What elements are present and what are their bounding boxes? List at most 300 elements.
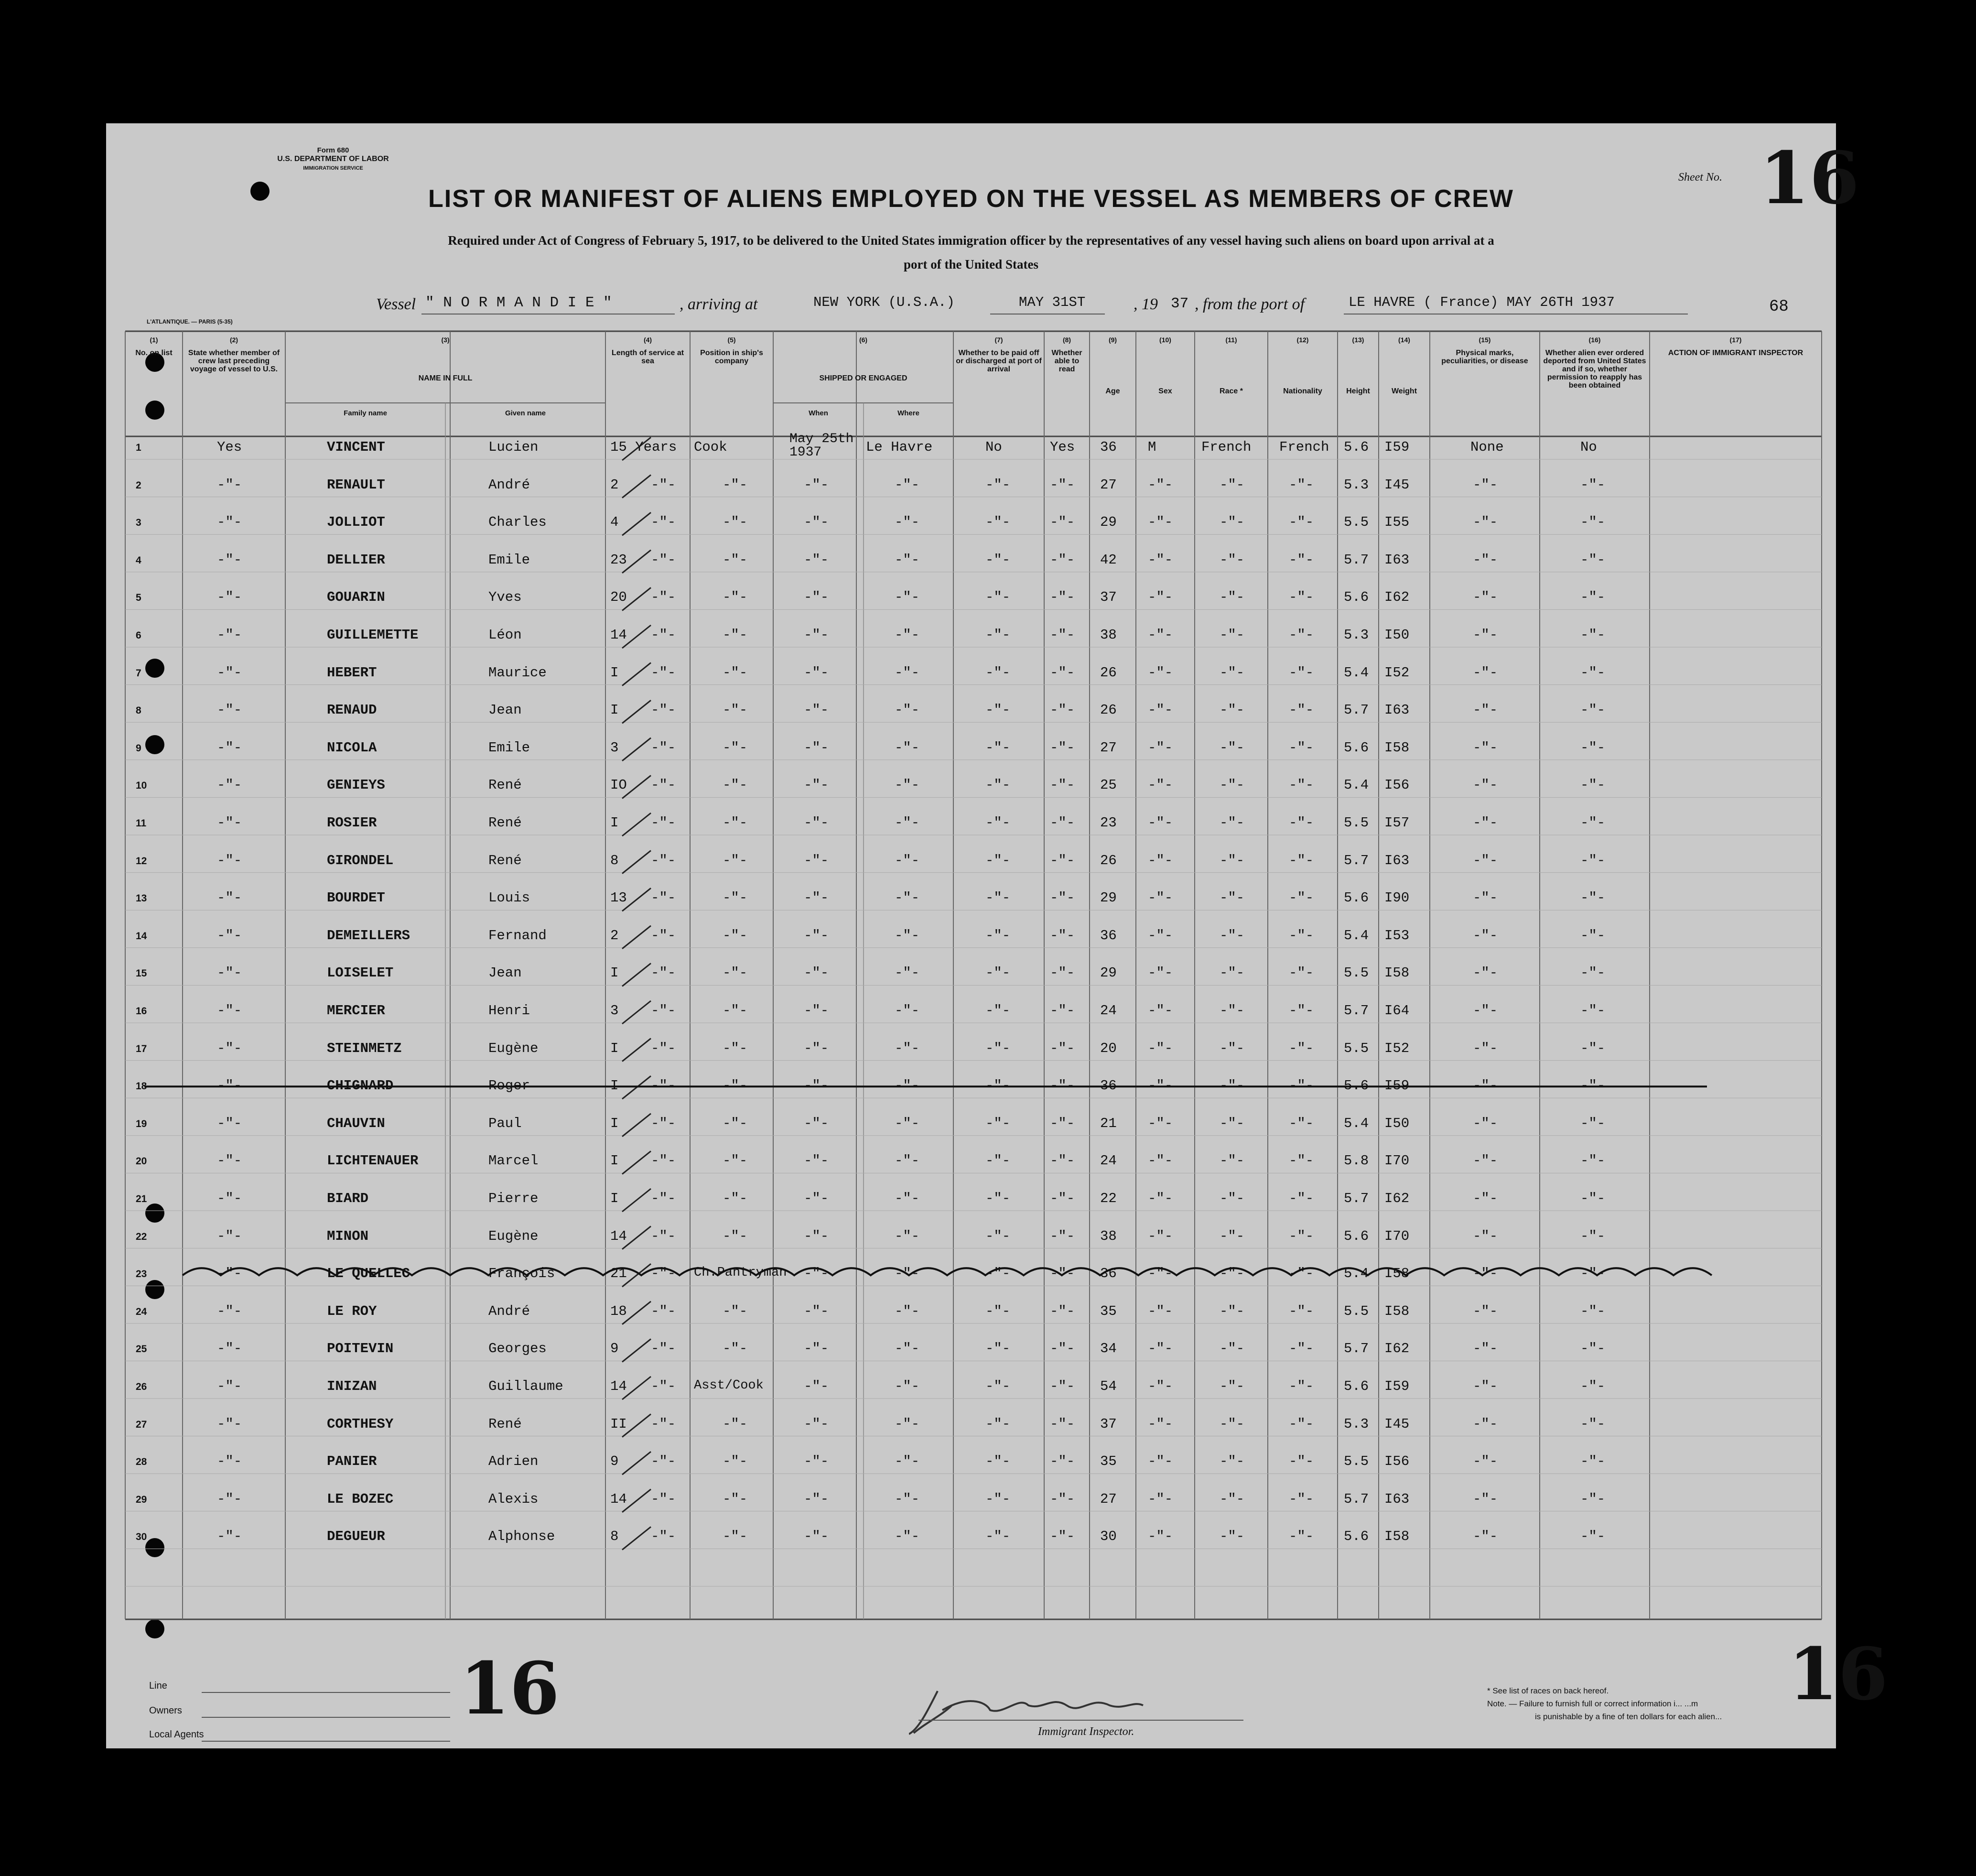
- race: French: [1201, 439, 1252, 455]
- shipped-when: -"-: [804, 739, 829, 756]
- length-of-service: 2: [610, 927, 619, 943]
- paid-off: -"-: [985, 477, 1011, 493]
- weight: I59: [1384, 1078, 1410, 1094]
- able-to-read: -"-: [1050, 514, 1075, 531]
- shipped-when: -"-: [804, 702, 829, 718]
- height: 5.4: [1344, 927, 1369, 943]
- deported: -"-: [1580, 1266, 1606, 1282]
- column-number: (15): [1479, 336, 1491, 344]
- race: -"-: [1220, 1416, 1245, 1432]
- service-ditto: -"-: [651, 777, 676, 793]
- local-agents-label: Local Agents: [149, 1729, 204, 1740]
- deported: -"-: [1580, 1228, 1606, 1244]
- paid-off: -"-: [985, 664, 1011, 681]
- service-slash-mark: [622, 1039, 651, 1062]
- race: -"-: [1220, 852, 1245, 868]
- deported: -"-: [1580, 1303, 1606, 1319]
- previous-voyage: -"-: [217, 514, 242, 531]
- owners-label: Owners: [149, 1705, 182, 1716]
- able-to-read: -"-: [1050, 477, 1075, 493]
- row-number: 8: [136, 705, 141, 716]
- nationality: -"-: [1289, 890, 1314, 906]
- shipped-where: -"-: [895, 965, 920, 981]
- service-slash-mark: [622, 512, 651, 535]
- race: -"-: [1220, 777, 1245, 793]
- physical-marks: -"-: [1473, 589, 1498, 606]
- sheet-label: Sheet No.: [1678, 171, 1722, 184]
- inspector-label: Immigrant Inspector.: [1038, 1725, 1134, 1738]
- paid-off: -"-: [985, 1453, 1011, 1470]
- shipped-when: -"-: [804, 1529, 829, 1545]
- physical-marks: None: [1470, 439, 1504, 455]
- sex: -"-: [1148, 1078, 1173, 1094]
- race: -"-: [1220, 514, 1245, 531]
- physical-marks: -"-: [1473, 1153, 1498, 1169]
- height: 5.4: [1344, 1115, 1369, 1131]
- age: 27: [1100, 1491, 1117, 1507]
- family-name: MINON: [327, 1228, 369, 1244]
- race: -"-: [1220, 1378, 1245, 1394]
- position: -"-: [723, 1228, 748, 1244]
- sex: -"-: [1148, 777, 1173, 793]
- family-name: DEMEILLERS: [327, 927, 410, 943]
- given-name: Eugène: [488, 1228, 539, 1244]
- previous-voyage: -"-: [217, 927, 242, 943]
- service-ditto: -"-: [651, 1078, 676, 1094]
- row-number: 29: [136, 1494, 147, 1505]
- physical-marks: -"-: [1473, 852, 1498, 868]
- weight: I55: [1384, 514, 1410, 531]
- weight: I58: [1384, 1303, 1410, 1319]
- position: -"-: [723, 1416, 748, 1432]
- deported: -"-: [1580, 1040, 1606, 1056]
- previous-voyage: -"-: [217, 1341, 242, 1357]
- shipped-when: -"-: [804, 1228, 829, 1244]
- height: 5.6: [1344, 589, 1369, 606]
- paid-off: -"-: [985, 852, 1011, 868]
- paid-off: -"-: [985, 627, 1011, 643]
- service-ditto: -"-: [651, 1153, 676, 1169]
- family-name: VINCENT: [327, 439, 385, 455]
- family-name: INIZAN: [327, 1378, 377, 1394]
- height: 5.6: [1344, 1228, 1369, 1244]
- height: 5.5: [1344, 1453, 1369, 1470]
- position: -"-: [723, 1341, 748, 1357]
- service-slash-mark: [622, 1001, 651, 1024]
- position: -"-: [723, 1303, 748, 1319]
- paid-off: -"-: [985, 890, 1011, 906]
- race: -"-: [1220, 552, 1245, 568]
- shipped-when: -"-: [804, 1416, 829, 1432]
- previous-voyage: -"-: [217, 664, 242, 681]
- service-ditto: -"-: [651, 1228, 676, 1244]
- row-number: 2: [136, 479, 141, 491]
- given-name: Charles: [488, 514, 547, 531]
- row-number: 12: [136, 855, 147, 867]
- age: 21: [1100, 1115, 1117, 1131]
- shipped-where: -"-: [895, 927, 920, 943]
- previous-voyage: -"-: [217, 702, 242, 718]
- shipped-where: -"-: [895, 514, 920, 531]
- sex: -"-: [1148, 1153, 1173, 1169]
- row-number: 17: [136, 1043, 147, 1054]
- given-name: Alphonse: [488, 1529, 555, 1545]
- previous-voyage: -"-: [217, 1303, 242, 1319]
- column-number: (17): [1729, 336, 1742, 344]
- position: -"-: [723, 702, 748, 718]
- shipped-when: -"-: [804, 1453, 829, 1470]
- service-ditto: -"-: [651, 1453, 676, 1470]
- deported: -"-: [1580, 589, 1606, 606]
- nationality: -"-: [1289, 739, 1314, 756]
- shipped-when: -"-: [804, 664, 829, 681]
- weight: I45: [1384, 1416, 1410, 1432]
- deported: -"-: [1580, 777, 1606, 793]
- nationality: -"-: [1289, 965, 1314, 981]
- family-name: STEINMETZ: [327, 1040, 402, 1056]
- position: -"-: [723, 1153, 748, 1169]
- nationality: -"-: [1289, 1040, 1314, 1056]
- position: Ch.Pantryman: [694, 1266, 787, 1280]
- sheet-number: 16: [1760, 136, 1859, 220]
- shipped-where: -"-: [895, 477, 920, 493]
- paid-off: -"-: [985, 589, 1011, 606]
- able-to-read: -"-: [1050, 777, 1075, 793]
- row-number: 5: [136, 592, 141, 604]
- length-of-service: 23: [610, 552, 627, 568]
- column-header: Age: [1105, 387, 1120, 395]
- physical-marks: -"-: [1473, 815, 1498, 831]
- able-to-read: -"-: [1050, 852, 1075, 868]
- given-name-header: Given name: [505, 409, 546, 417]
- physical-marks: -"-: [1473, 890, 1498, 906]
- nationality: -"-: [1289, 1153, 1314, 1169]
- column-number: (2): [229, 336, 238, 344]
- column-header: SHIPPED OR ENGAGED: [819, 374, 907, 382]
- race: -"-: [1220, 1266, 1245, 1282]
- physical-marks: -"-: [1473, 1491, 1498, 1507]
- service-ditto: -"-: [651, 890, 676, 906]
- sex: -"-: [1148, 815, 1173, 831]
- height: 5.6: [1344, 1529, 1369, 1545]
- row-number: 24: [136, 1306, 147, 1317]
- shipped-where: -"-: [895, 1115, 920, 1131]
- family-name: PANIER: [327, 1453, 377, 1470]
- shipped-when: -"-: [804, 1266, 829, 1282]
- weight: I58: [1384, 1529, 1410, 1545]
- able-to-read: -"-: [1050, 1453, 1075, 1470]
- service-ditto: -"-: [651, 1115, 676, 1131]
- paid-off: -"-: [985, 514, 1011, 531]
- nationality: -"-: [1289, 852, 1314, 868]
- family-name: LE BOZEC: [327, 1491, 394, 1507]
- race: -"-: [1220, 702, 1245, 718]
- physical-marks: -"-: [1473, 1266, 1498, 1282]
- deported: -"-: [1580, 927, 1606, 943]
- paid-off: -"-: [985, 1303, 1011, 1319]
- nationality: -"-: [1289, 1453, 1314, 1470]
- paid-off: -"-: [985, 965, 1011, 981]
- family-name: ROSIER: [327, 815, 377, 831]
- length-of-service: 14: [610, 1228, 627, 1244]
- row-number: 14: [136, 930, 147, 942]
- paid-off: -"-: [985, 1115, 1011, 1131]
- length-of-service: 20: [610, 589, 627, 606]
- deported: -"-: [1580, 1341, 1606, 1357]
- age: 54: [1100, 1378, 1117, 1394]
- column-number: (8): [1062, 336, 1071, 344]
- shipped-where: -"-: [895, 627, 920, 643]
- age: 27: [1100, 477, 1117, 493]
- previous-voyage: -"-: [217, 1003, 242, 1019]
- family-name: LE ROY: [327, 1303, 377, 1319]
- length-of-service: 2: [610, 477, 619, 493]
- row-number: 4: [136, 554, 141, 566]
- length-of-service: I: [610, 1078, 619, 1094]
- shipped-when: -"-: [804, 1078, 829, 1094]
- physical-marks: -"-: [1473, 1040, 1498, 1056]
- shipped-where: -"-: [895, 1453, 920, 1470]
- family-name-header: Family name: [344, 409, 387, 417]
- row-number: 27: [136, 1419, 147, 1430]
- length-of-service: 9: [610, 1453, 619, 1470]
- weight: I53: [1384, 927, 1410, 943]
- previous-voyage: -"-: [217, 1191, 242, 1206]
- shipped-when: -"-: [804, 627, 829, 643]
- length-of-service: I: [610, 815, 619, 831]
- height: 5.6: [1344, 890, 1369, 906]
- nationality: -"-: [1289, 589, 1314, 606]
- sex: -"-: [1148, 1303, 1173, 1319]
- position: -"-: [723, 852, 748, 868]
- able-to-read: -"-: [1050, 1491, 1075, 1507]
- deported: -"-: [1580, 627, 1606, 643]
- sex: -"-: [1148, 589, 1173, 606]
- family-name: LOISELET: [327, 965, 394, 981]
- page-title: LIST OR MANIFEST OF ALIENS EMPLOYED ON THE VESSEL AS MEMBERS OF CREW: [428, 185, 1514, 213]
- position: -"-: [723, 552, 748, 568]
- sex: -"-: [1148, 965, 1173, 981]
- deported: -"-: [1580, 477, 1606, 493]
- position: -"-: [723, 815, 748, 831]
- given-name: Jean: [488, 702, 522, 718]
- given-name: Georges: [488, 1341, 547, 1357]
- given-name: René: [488, 777, 522, 793]
- column-header: Race *: [1220, 387, 1243, 395]
- paid-off: -"-: [985, 1228, 1011, 1244]
- weight: I63: [1384, 1491, 1410, 1507]
- race: -"-: [1220, 1191, 1245, 1206]
- position: -"-: [723, 965, 748, 981]
- shipped-when: -"-: [804, 890, 829, 906]
- age: 26: [1100, 664, 1117, 681]
- shipped-where: -"-: [895, 1078, 920, 1094]
- position: Cook: [694, 439, 727, 455]
- race-note: * See list of races on back hereof.: [1487, 1686, 1609, 1695]
- previous-voyage: -"-: [217, 627, 242, 643]
- weight: I52: [1384, 664, 1410, 681]
- able-to-read: -"-: [1050, 1266, 1075, 1282]
- nationality: -"-: [1289, 1341, 1314, 1357]
- paid-off: -"-: [985, 702, 1011, 718]
- weight: I90: [1384, 890, 1410, 906]
- able-to-read: -"-: [1050, 1303, 1075, 1319]
- service-ditto: -"-: [651, 965, 676, 981]
- shipped-when: -"-: [804, 815, 829, 831]
- previous-voyage: -"-: [217, 1453, 242, 1470]
- physical-marks: -"-: [1473, 1453, 1498, 1470]
- previous-voyage: -"-: [217, 852, 242, 868]
- physical-marks: -"-: [1473, 1303, 1498, 1319]
- length-of-service: I: [610, 1153, 619, 1169]
- column-header: Physical marks, peculiarities, or disease: [1441, 349, 1528, 365]
- when-header: When: [809, 409, 828, 417]
- column-number: (16): [1588, 336, 1601, 344]
- service-slash-mark: [622, 663, 651, 686]
- shipped-where: -"-: [895, 552, 920, 568]
- physical-marks: -"-: [1473, 1378, 1498, 1394]
- height: 5.4: [1344, 664, 1369, 681]
- service-ditto: -"-: [651, 702, 676, 718]
- paid-off: -"-: [985, 927, 1011, 943]
- service-slash-mark: [622, 813, 651, 836]
- shipped-where: Le Havre: [866, 439, 933, 455]
- able-to-read: -"-: [1050, 1191, 1075, 1206]
- previous-voyage: -"-: [217, 1153, 242, 1169]
- previous-voyage: -"-: [217, 739, 242, 756]
- department-name: U.S. DEPARTMENT OF LABOR: [277, 155, 389, 163]
- service-ditto: -"-: [651, 852, 676, 868]
- deported: -"-: [1580, 890, 1606, 906]
- race: -"-: [1220, 1115, 1245, 1131]
- height: 5.7: [1344, 852, 1369, 868]
- arrival-date: MAY 31ST: [1019, 294, 1086, 310]
- sex: -"-: [1148, 1453, 1173, 1470]
- family-name: RENAULT: [327, 477, 385, 493]
- shipped-when: -"-: [804, 1040, 829, 1056]
- service-ditto: -"-: [651, 1378, 676, 1394]
- sex: -"-: [1148, 852, 1173, 868]
- length-of-service: 21: [610, 1266, 627, 1282]
- length-of-service: 4: [610, 514, 619, 531]
- age: 36: [1100, 1266, 1117, 1282]
- column-number: (4): [643, 336, 652, 344]
- previous-voyage: -"-: [217, 1040, 242, 1056]
- length-of-service: I: [610, 965, 619, 981]
- able-to-read: -"-: [1050, 815, 1075, 831]
- previous-voyage: -"-: [217, 1529, 242, 1545]
- row-number: 30: [136, 1531, 147, 1543]
- age: 25: [1100, 777, 1117, 793]
- shipped-where: -"-: [895, 1529, 920, 1545]
- family-name: MERCIER: [327, 1003, 385, 1019]
- deported: -"-: [1580, 1529, 1606, 1545]
- row-number: 23: [136, 1269, 147, 1280]
- physical-marks: -"-: [1473, 1416, 1498, 1432]
- position: -"-: [723, 1453, 748, 1470]
- column-number: (7): [994, 336, 1003, 344]
- nationality: -"-: [1289, 1115, 1314, 1131]
- service-name: IMMIGRATION SERVICE: [303, 165, 363, 171]
- previous-voyage: -"-: [217, 589, 242, 606]
- deported: -"-: [1580, 1491, 1606, 1507]
- where-header: Where: [897, 409, 919, 417]
- length-of-service: I: [610, 664, 619, 681]
- nationality: -"-: [1289, 1303, 1314, 1319]
- physical-marks: -"-: [1473, 664, 1498, 681]
- previous-voyage: -"-: [217, 890, 242, 906]
- shipped-where: -"-: [895, 1153, 920, 1169]
- able-to-read: -"-: [1050, 1378, 1075, 1394]
- nationality: -"-: [1289, 1491, 1314, 1507]
- service-ditto: -"-: [651, 1040, 676, 1056]
- height: 5.6: [1344, 439, 1369, 455]
- nationality: -"-: [1289, 1266, 1314, 1282]
- height: 5.5: [1344, 965, 1369, 981]
- nationality: -"-: [1289, 702, 1314, 718]
- shipped-when: -"-: [804, 965, 829, 981]
- physical-marks: -"-: [1473, 477, 1498, 493]
- row-number: 25: [136, 1344, 147, 1355]
- shipped-where: -"-: [895, 702, 920, 718]
- given-name: Adrien: [488, 1453, 539, 1470]
- column-number: (3): [441, 336, 450, 344]
- age: 29: [1100, 890, 1117, 906]
- service-slash-mark: [622, 1452, 651, 1475]
- service-slash-mark: [622, 700, 651, 723]
- shipped-when: -"-: [804, 514, 829, 531]
- family-name: CHAUVIN: [327, 1115, 385, 1131]
- given-name: Louis: [488, 890, 530, 906]
- length-of-service: I: [610, 702, 619, 718]
- height: 5.4: [1344, 777, 1369, 793]
- column-number: (11): [1225, 336, 1237, 344]
- given-name: Emile: [488, 739, 530, 756]
- sex: -"-: [1148, 702, 1173, 718]
- shipped-where: -"-: [895, 890, 920, 906]
- length-of-service: I: [610, 1040, 619, 1056]
- physical-marks: -"-: [1473, 1078, 1498, 1094]
- able-to-read: -"-: [1050, 927, 1075, 943]
- shipped-where: -"-: [895, 589, 920, 606]
- row-number: 28: [136, 1456, 147, 1468]
- column-header: Weight: [1391, 387, 1417, 395]
- family-name: BIARD: [327, 1191, 369, 1206]
- row-number: 9: [136, 742, 141, 754]
- sex: -"-: [1148, 477, 1173, 493]
- given-name: Pierre: [488, 1191, 539, 1206]
- position: -"-: [723, 1191, 748, 1206]
- age: 26: [1100, 702, 1117, 718]
- deported: -"-: [1580, 552, 1606, 568]
- column-number: (9): [1108, 336, 1117, 344]
- nationality: -"-: [1289, 777, 1314, 793]
- service-ditto: -"-: [651, 1266, 676, 1282]
- given-name: Jean: [488, 965, 522, 981]
- sex: -"-: [1148, 514, 1173, 531]
- column-number: (6): [859, 336, 868, 344]
- position: -"-: [723, 890, 748, 906]
- service-slash-mark: [622, 851, 651, 874]
- service-slash-mark: [622, 1114, 651, 1137]
- position: -"-: [723, 627, 748, 643]
- age: 29: [1100, 514, 1117, 531]
- weight: I50: [1384, 627, 1410, 643]
- family-name: RENAUD: [327, 702, 377, 718]
- service-slash-mark: [622, 1527, 651, 1550]
- race: -"-: [1220, 815, 1245, 831]
- family-name: DEGUEUR: [327, 1529, 385, 1545]
